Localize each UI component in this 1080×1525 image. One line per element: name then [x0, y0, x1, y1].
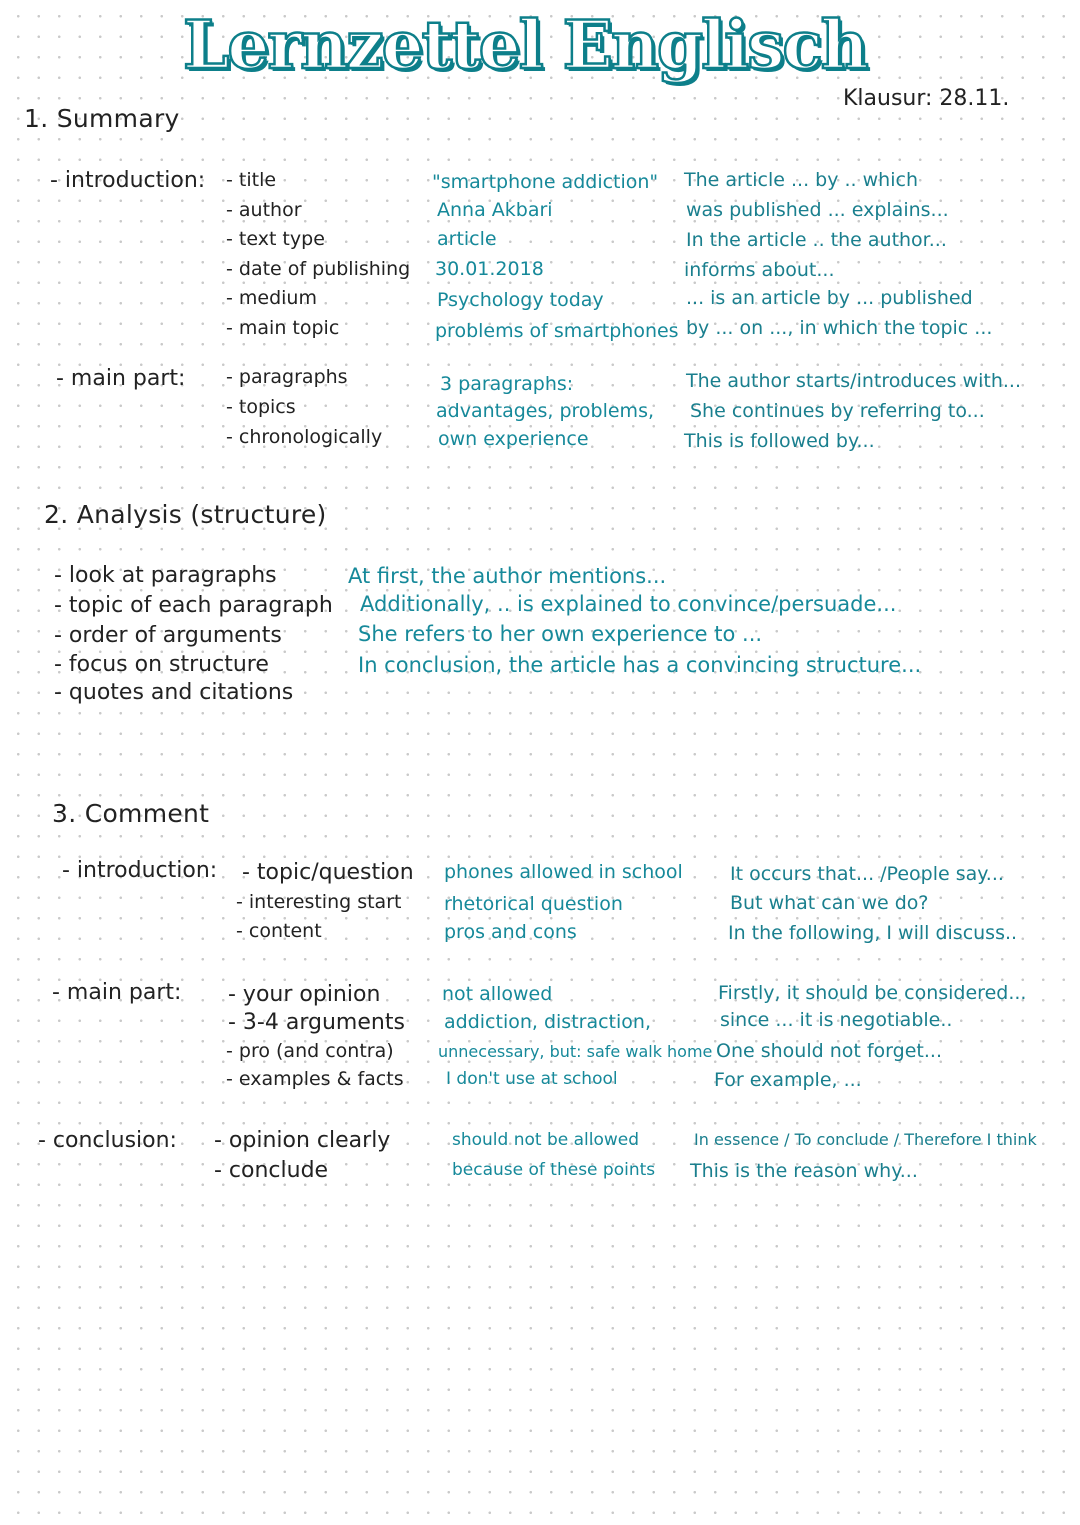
summary-intro-item: - title — [226, 169, 277, 191]
comment-intro-item: - interesting start — [236, 891, 402, 913]
comment-main-value: addiction, distraction, — [444, 1011, 651, 1033]
summary-main-part-label: - main part: — [56, 366, 186, 391]
summary-main-item: - chronologically — [226, 426, 383, 448]
summary-intro-phrase: was published ... explains... — [686, 199, 949, 221]
comment-main-phrase: since ... it is negotiable.. — [720, 1009, 953, 1031]
analysis-item: - focus on structure — [54, 652, 269, 677]
summary-intro-item: - main topic — [226, 317, 340, 339]
summary-intro-item: - author — [226, 199, 302, 221]
summary-intro-item: - text type — [226, 228, 325, 250]
comment-main-item: - pro (and contra) — [226, 1040, 394, 1062]
comment-intro-item: - topic/question — [242, 860, 414, 885]
analysis-phrase: She refers to her own experience to ... — [358, 622, 763, 646]
comment-main-phrase: One should not forget... — [716, 1040, 942, 1062]
summary-main-phrase: The author starts/introduces with... — [686, 370, 1021, 392]
comment-intro-phrase: But what can we do? — [730, 892, 929, 914]
analysis-item: - topic of each paragraph — [54, 593, 333, 618]
summary-intro-item: - date of publishing — [226, 258, 411, 280]
analysis-phrase: Additionally, .. is explained to convince/persuade... — [360, 592, 897, 616]
summary-intro-value: 30.01.2018 — [435, 258, 544, 280]
summary-main-value: own experience — [438, 428, 589, 450]
comment-conclusion-label: - conclusion: — [38, 1128, 177, 1153]
summary-heading: 1. Summary — [24, 104, 180, 133]
summary-introduction-label: - introduction: — [50, 168, 206, 193]
summary-intro-value: article — [437, 228, 497, 250]
analysis-item: - quotes and citations — [54, 680, 294, 705]
comment-main-phrase: For example, ... — [714, 1069, 862, 1091]
summary-main-phrase: She continues by referring to... — [690, 400, 985, 422]
summary-main-phrase: This is followed by... — [684, 430, 875, 452]
comment-main-phrase: Firstly, it should be considered... — [718, 982, 1027, 1004]
summary-intro-phrase: informs about... — [684, 259, 835, 281]
comment-conclusion-value: should not be allowed — [452, 1130, 640, 1150]
comment-introduction-label: - introduction: — [62, 858, 218, 883]
comment-main-item: - 3-4 arguments — [228, 1010, 405, 1035]
comment-conclusion-phrase: In essence / To conclude / Therefore I think — [694, 1130, 1037, 1149]
summary-main-item: - topics — [226, 396, 296, 418]
analysis-phrase: In conclusion, the article has a convincing structure... — [358, 653, 922, 677]
summary-intro-phrase: ... is an article by ... published — [686, 287, 973, 309]
comment-main-item: - your opinion — [228, 982, 381, 1007]
comment-main-part-label: - main part: — [52, 980, 182, 1005]
exam-date: Klausur: 28.11. — [843, 86, 1010, 111]
comment-intro-value: rhetorical question — [444, 893, 623, 915]
comment-intro-value: phones allowed in school — [444, 861, 683, 883]
summary-intro-phrase: by ... on ..., in which the topic ... — [686, 317, 993, 339]
summary-intro-value: Psychology today — [437, 289, 604, 311]
comment-main-value: not allowed — [442, 983, 553, 1005]
summary-intro-phrase: In the article .. the author... — [686, 229, 947, 251]
comment-main-value: unnecessary, but: safe walk home — [438, 1042, 713, 1061]
comment-intro-phrase: In the following, I will discuss.. — [728, 922, 1018, 944]
summary-intro-value: "smartphone addiction" — [432, 171, 659, 193]
comment-intro-phrase: It occurs that... /People say... — [730, 863, 1004, 885]
summary-intro-item: - medium — [226, 287, 317, 309]
comment-main-item: - examples & facts — [226, 1068, 404, 1090]
comment-conclusion-item: - conclude — [214, 1158, 329, 1183]
comment-main-value: I don't use at school — [446, 1069, 618, 1089]
comment-conclusion-value: because of these points — [452, 1160, 656, 1180]
analysis-item: - look at paragraphs — [54, 563, 277, 588]
comment-conclusion-phrase: This is the reason why... — [690, 1160, 918, 1182]
analysis-heading: 2. Analysis (structure) — [44, 500, 327, 529]
summary-intro-value: Anna Akbari — [437, 199, 553, 221]
comment-intro-item: - content — [236, 920, 322, 942]
summary-main-item: - paragraphs — [226, 366, 348, 388]
comment-intro-value: pros and cons — [444, 921, 577, 943]
analysis-item: - order of arguments — [54, 623, 282, 648]
summary-main-value: advantages, problems, — [436, 400, 655, 422]
analysis-phrase: At first, the author mentions... — [348, 564, 667, 588]
summary-intro-phrase: The article ... by .. which — [684, 169, 918, 191]
summary-main-value: 3 paragraphs: — [440, 373, 574, 395]
comment-conclusion-item: - opinion clearly — [214, 1128, 391, 1153]
summary-intro-value: problems of smartphones — [435, 320, 679, 342]
comment-heading: 3. Comment — [52, 799, 210, 828]
page-title: Lernzettel Englisch — [183, 6, 867, 84]
